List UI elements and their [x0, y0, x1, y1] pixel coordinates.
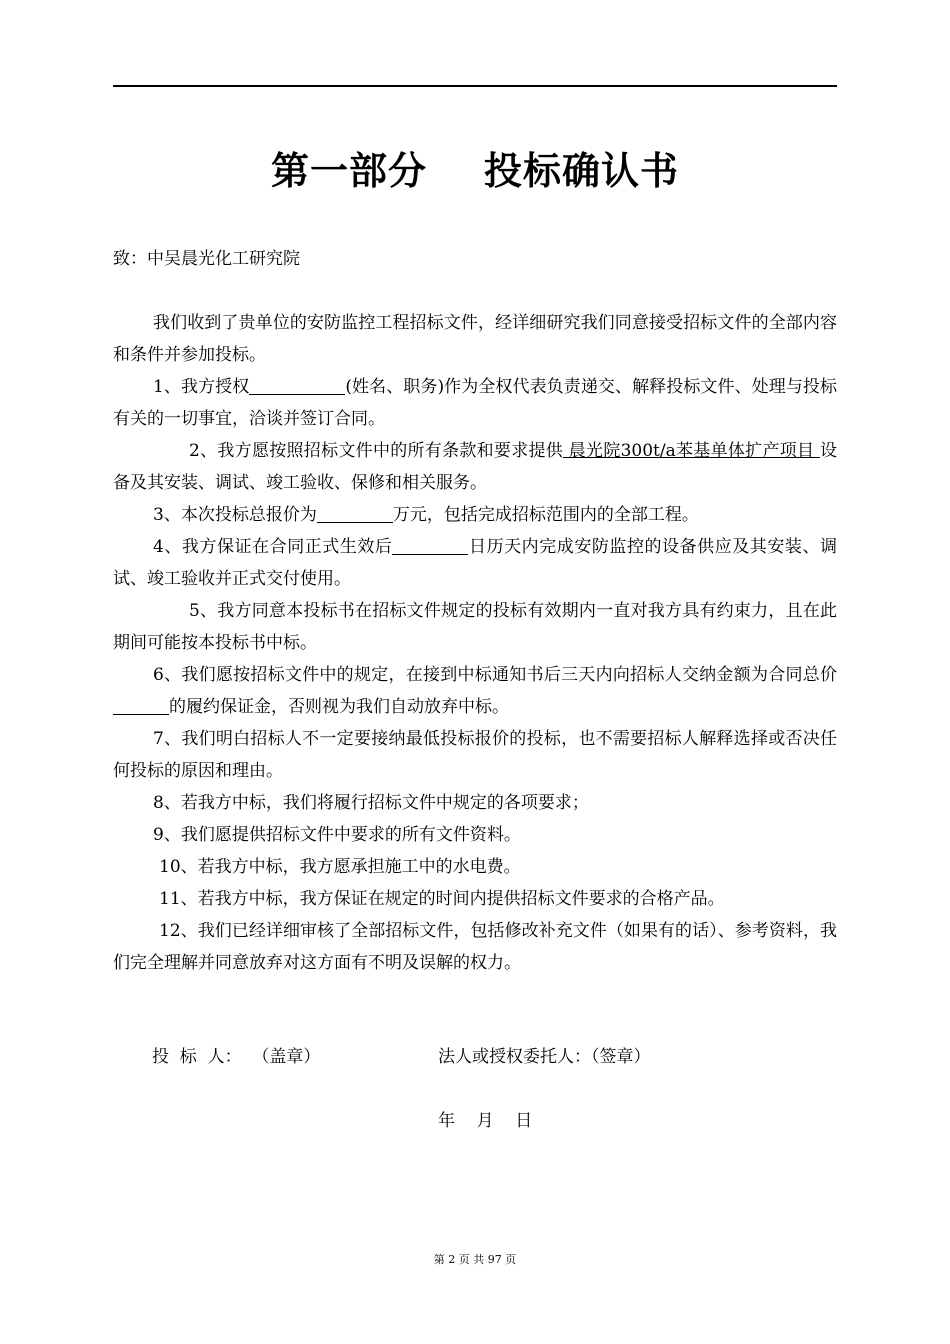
- blank-representative: [249, 374, 345, 395]
- clause-9: 9、我们愿提供招标文件中要求的所有文件资料。: [153, 825, 521, 845]
- header-rule: [113, 85, 837, 87]
- clause-4: 4、我方保证在合同正式生效后 日历天内完成安防监控的设备供应及其安装、调试、竣工验收并正式交付使用。: [113, 531, 837, 595]
- clause-7: 7、我们明白招标人不一定要接纳最低投标报价的投标，也不需要招标人解释选择或否决任何投标的原因和理由。: [113, 729, 837, 781]
- signature-date: 年 月 日: [438, 1111, 533, 1131]
- bidder-signature: 投 标 人： （盖章）: [152, 1047, 321, 1067]
- letter-body: [113, 307, 837, 979]
- page-title: 第一部分 投标确认书: [271, 149, 679, 193]
- blank-guarantee: [113, 694, 169, 715]
- project-name: 晨光院300t/a苯基单体扩产项目: [563, 441, 820, 461]
- blank-total-price: [317, 502, 393, 523]
- page-number: 第 2 页 共 97 页: [433, 1253, 517, 1266]
- legal-rep-signature: 法人或授权委托人：（签章）: [438, 1047, 651, 1067]
- blank-days: [392, 534, 468, 555]
- intro-paragraph: 我们收到了贵单位的安防监控工程招标文件，经详细研究我们同意接受招标文件的全部内容和条件并参加投标。: [113, 313, 837, 365]
- clause-2: 2、我方愿按照招标文件中的所有条款和要求提供 晨光院300t/a苯基单体扩产项目 设备及其安装、调试、竣工验收、保修和相关服务。: [113, 441, 837, 493]
- clause-1: 1、我方授权 (姓名、职务)作为全权代表负责递交、解释投标文件、处理与投标有关的一切事宜，洽谈并签订合同。: [113, 371, 837, 435]
- clause-6: 6、我们愿按招标文件中的规定，在接到中标通知书后三天内向招标人交纳金额为合同总价的履约保证金，否则视为我们自动放弃中标。: [113, 659, 837, 723]
- clause-3: 3、本次投标总报价为 万元，包括完成招标范围内的全部工程。: [113, 499, 837, 531]
- clause-11: 11、若我方中标，我方保证在规定的时间内提供招标文件要求的合格产品。: [159, 889, 725, 909]
- clause-10: 10、若我方中标，我方愿承担施工中的水电费。: [159, 857, 521, 877]
- clause-12: 12、我们已经详细审核了全部招标文件，包括修改补充文件（如果有的话）、参考资料，我们完全理解并同意放弃对这方面有不明及误解的权力。: [113, 921, 837, 973]
- clause-5: 5、我方同意本投标书在招标文件规定的投标有效期内一直对我方具有约束力，且在此期间可能按本投标书中标。: [113, 601, 837, 653]
- addressee: 致：中吴晨光化工研究院: [113, 249, 300, 269]
- clause-8: 8、若我方中标，我们将履行招标文件中规定的各项要求；: [153, 793, 589, 813]
